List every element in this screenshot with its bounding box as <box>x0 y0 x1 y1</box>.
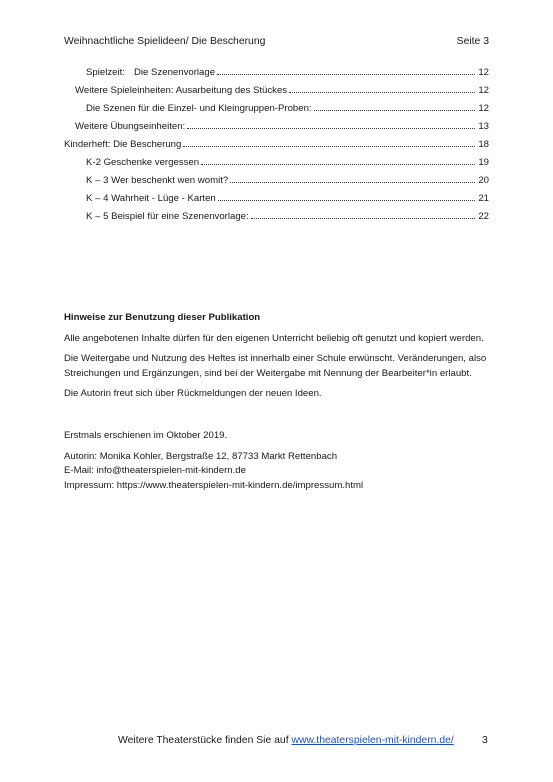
toc-entry[interactable] <box>86 156 489 170</box>
toc-leader-dots <box>183 138 475 147</box>
toc-entry[interactable] <box>86 192 489 206</box>
toc-page-number: 18 <box>478 139 489 150</box>
toc-label: K-2 Geschenke vergessen <box>86 157 200 168</box>
toc-label: K – 5 Beispiel für eine Szenenvorlage: <box>86 211 249 222</box>
header-page-number: Seite 3 <box>456 36 489 47</box>
toc-page-number: 20 <box>478 175 489 186</box>
notes-paragraph: Alle angebotenen Inhalte dürfen für den eigenen Unterricht beliebig oft genutzt und kopiert werden. <box>64 332 484 344</box>
toc-label: K – 4 Wahrheit - Lüge - Karten <box>86 193 216 204</box>
toc-label: Weitere Spieleinheiten: Ausarbeitung des Stückes <box>75 85 288 96</box>
footer-website-link[interactable]: www.theaterspielen-mit-kindern.de/ <box>291 735 454 746</box>
notes-paragraph: Die Weitergabe und Nutzung des Heftes ist innerhalb einer Schule erwünscht. Veränderungen, also <box>64 353 487 364</box>
toc-label: K – 3 Wer beschenkt wen womit? <box>86 175 229 186</box>
notes-paragraph: Die Autorin freut sich über Rückmeldungen der neuen Ideen. <box>64 388 322 399</box>
toc-page-number: 13 <box>478 121 489 132</box>
toc-entry[interactable] <box>75 120 489 134</box>
toc-label: Die Szenenvorlage <box>134 67 216 78</box>
toc-leader-dots <box>187 120 475 129</box>
toc-page-number: 19 <box>478 157 489 168</box>
toc-entry[interactable] <box>86 102 489 116</box>
toc-label: Weitere Übungseinheiten: <box>75 121 186 132</box>
toc-entry[interactable] <box>86 174 489 188</box>
toc-leader-dots <box>230 174 475 183</box>
toc-entry[interactable] <box>86 210 489 224</box>
toc-leader-dots <box>201 156 475 165</box>
document-title: Weihnachtliche Spielideen/ Die Bescherung <box>64 36 266 47</box>
toc-page-number: 12 <box>478 85 489 96</box>
notes-paragraph-continued: Streichungen und Ergänzungen, sind bei der Weitergabe mit Nennung der Bearbeiter*in erlaubt. <box>64 367 472 379</box>
toc-entry[interactable] <box>86 66 489 80</box>
toc-label: Die Szenen für die Einzel- und Kleingruppen-Proben: <box>86 103 312 114</box>
toc-leader-dots <box>314 102 475 111</box>
toc-entry[interactable] <box>75 84 489 98</box>
publication-info <box>64 429 494 493</box>
toc-page-number: 22 <box>478 211 489 222</box>
author-address: Autorin: Monika Kohler, Bergstraße 12, 87733 Markt Rettenbach <box>64 450 338 462</box>
usage-notes <box>64 311 494 402</box>
impressum-line: Impressum: https://www.theaterspielen-mit-kindern.de/impressum.html <box>64 479 364 491</box>
publication-date: Erstmals erschienen im Oktober 2019. <box>64 430 228 441</box>
toc-label: Kinderheft: Die Bescherung <box>64 139 182 150</box>
footer-text: Weitere Theaterstücke finden Sie auf <box>118 735 292 746</box>
toc-leader-dots <box>289 84 475 93</box>
email-line: E-Mail: info@theaterspielen-mit-kindern.de <box>64 465 246 476</box>
toc-page-number: 21 <box>478 193 489 204</box>
toc-page-number: 12 <box>478 103 489 114</box>
footer-page-number: 3 <box>482 735 488 746</box>
toc-page-number: 12 <box>478 67 489 78</box>
toc-entry[interactable] <box>64 138 489 152</box>
footer-text-group <box>118 735 454 746</box>
toc-leader-dots <box>217 66 475 75</box>
toc-leader-dots <box>218 192 475 201</box>
toc-label: Spielzeit: <box>86 67 125 78</box>
toc-leader-dots <box>251 210 475 219</box>
notes-heading: Hinweise zur Benutzung dieser Publikation <box>64 312 261 323</box>
